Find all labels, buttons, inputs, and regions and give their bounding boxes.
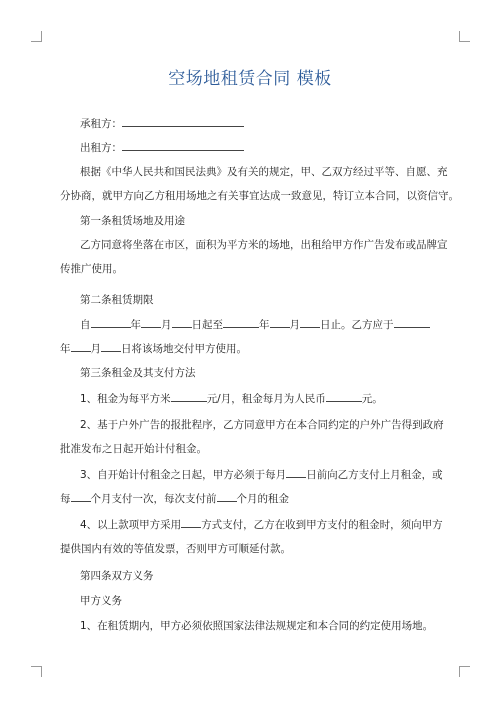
delivery-month-blank[interactable] xyxy=(71,341,91,352)
start-year-blank[interactable] xyxy=(91,317,131,328)
text-segment: 自 xyxy=(80,319,91,331)
article-1-line-1: 乙方同意将坐落在市区，面积为平方米的场地，出租给甲方作广告发布或品牌宣 xyxy=(80,239,448,251)
article-2-line-1 xyxy=(80,317,465,332)
text-segment: 月 xyxy=(289,319,300,331)
start-month-blank[interactable] xyxy=(141,317,161,328)
intro-line-1: 根据《中华人民共和国民法典》及有关的规定，甲、乙双方经过平等、自愿、充 xyxy=(80,166,448,178)
lessee-blank[interactable] xyxy=(122,140,244,151)
text-segment: 3、自开始计付租金之日起，甲方必须于每月 xyxy=(80,469,287,481)
article-2-title: 第二条租赁期限 xyxy=(80,294,154,306)
prepay-months-blank[interactable] xyxy=(217,491,237,502)
text-segment: 年 xyxy=(130,319,141,331)
text-segment: 4、以上款项甲方采用 xyxy=(80,519,182,531)
payment-method-blank[interactable] xyxy=(181,517,201,528)
text-segment: 元。 xyxy=(361,393,383,405)
text-segment: 月 xyxy=(90,343,101,355)
party-a-item-1: 1、在租赁期内，甲方必须依照国家法律法规规定和本合同的约定使用场地。 xyxy=(80,620,434,632)
text-segment: 个月的租金 xyxy=(236,493,289,505)
article-3-item-3-line-2 xyxy=(60,491,445,506)
article-3-item-2-line-2: 批准发布之日起开始计付租金。 xyxy=(60,443,207,455)
article-1-title: 第一条租赁场地及用途 xyxy=(80,215,185,227)
pay-day-blank[interactable] xyxy=(286,467,306,478)
crop-mark-bottom-left xyxy=(31,666,42,677)
rent-per-sqm-blank[interactable] xyxy=(171,391,207,402)
article-3-title: 第三条租金及其支付方法 xyxy=(80,367,196,379)
text-segment: 方式支付，乙方在收到甲方支付的租金时，须向甲方 xyxy=(201,519,443,531)
article-3-item-4-line-1 xyxy=(80,517,465,532)
crop-mark-bottom-right xyxy=(459,666,470,677)
text-segment: 1、租金为每平方米 xyxy=(80,393,171,405)
text-segment: 年 xyxy=(259,319,270,331)
article-3-item-4-line-2: 提供国内有效的等值发票，否则甲方可顺延付款。 xyxy=(60,543,291,555)
pay-interval-blank[interactable] xyxy=(71,491,91,502)
text-segment: 月 xyxy=(161,319,172,331)
text-segment: 日起至 xyxy=(191,319,223,331)
lessee-label: 出租方： xyxy=(80,142,122,154)
lessor-blank[interactable] xyxy=(122,116,244,127)
article-1-line-2: 传推广使用。 xyxy=(60,263,123,275)
article-3-item-2-line-1: 2、基于户外广告的报批程序，乙方同意甲方在本合同约定的户外广告得到政府 xyxy=(80,419,444,431)
article-3-item-1 xyxy=(80,391,465,406)
text-segment: 年 xyxy=(60,343,71,355)
intro-line-2: 分协商，就甲方向乙方租用场地之有关事宜达成一致意见，特订立本合同，以资信守。 xyxy=(60,190,459,202)
end-year-blank[interactable] xyxy=(223,317,259,328)
text-segment: 每 xyxy=(60,493,71,505)
end-day-blank[interactable] xyxy=(300,317,320,328)
article-4-title: 第四条双方义务 xyxy=(80,570,154,582)
delivery-year-blank[interactable] xyxy=(394,317,430,328)
lessor-label: 承租方： xyxy=(80,118,122,130)
article-3-item-3-line-1 xyxy=(80,467,465,482)
monthly-rent-blank[interactable] xyxy=(326,391,362,402)
text-segment: 日止。乙方应于 xyxy=(320,319,394,331)
text-segment: 日前向乙方支付上月租金，或 xyxy=(306,469,443,481)
text-segment: 日将该场地交付甲方使用。 xyxy=(121,343,247,355)
crop-mark-top-left xyxy=(31,31,42,42)
lessee-line xyxy=(80,140,465,155)
article-2-line-2 xyxy=(60,341,445,356)
text-segment: 元/月，租金每月为人民币 xyxy=(206,393,326,405)
start-day-blank[interactable] xyxy=(172,317,192,328)
delivery-day-blank[interactable] xyxy=(101,341,121,352)
text-segment: 个月支付一次，每次支付前 xyxy=(90,493,217,505)
lessor-line xyxy=(80,116,465,131)
document-title: 空场地租赁合同 模板 xyxy=(168,69,332,89)
end-month-blank[interactable] xyxy=(270,317,290,328)
party-a-title: 甲方义务 xyxy=(80,595,122,607)
crop-mark-top-right xyxy=(459,31,470,42)
